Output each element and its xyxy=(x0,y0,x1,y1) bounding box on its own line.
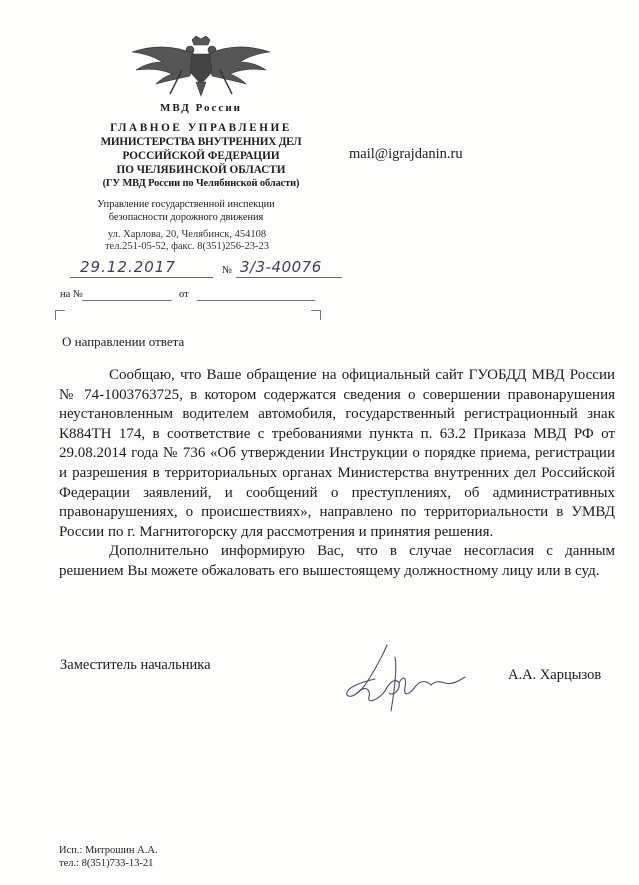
outgoing-reference xyxy=(70,258,342,280)
ot-blank-line xyxy=(197,300,315,301)
incoming-reference xyxy=(60,287,320,303)
date-underline xyxy=(70,277,213,278)
letter-subject: О направлении ответа xyxy=(62,334,185,349)
signatory-title: Заместитель начальника xyxy=(60,657,211,673)
main-dept-short: (ГУ МВД России по Челябинской области) xyxy=(102,178,300,189)
executor-block xyxy=(59,844,158,870)
sub-dept-line2: безопасности дорожного движения xyxy=(108,212,264,223)
number-underline xyxy=(236,277,342,278)
main-department-header xyxy=(60,121,342,191)
body-paragraph-2: Дополнительно информирую Вас, что в случае несогласия с данным решением Вы можете обжаловать его вышестоящему должностному лицу или в суд. xyxy=(59,543,615,579)
main-dept-line1: ГЛАВНОЕ УПРАВЛЕНИЕ xyxy=(110,122,292,134)
sub-department-header xyxy=(86,198,286,224)
subject-corner-left xyxy=(55,310,65,320)
main-dept-line3: РОССИЙСКОЙ ФЕДЕРАЦИИ xyxy=(122,150,280,162)
body-paragraph-1: Сообщаю, что Ваше обращение на официальный сайт ГУОБДД МВД России № 74-1003763725, в котором содержатся сведения о совершении правонарушения неустановленным водителем автомобиля, государственный регистрационный знак К884ТН 174, в соответствие с требованиями пункта п. 63.2 Приказа МВД РФ от 29.08.2014 года № 736 «Об утверждении Инструкции о порядке приема, регистрации и разрешения в территориальных органах Министерства внутренних дел Российской Федерации заявлений, и сообщений о преступлениях, об административных правонарушениях, о происшествиях», направлено по территориальности в УМВД России по г. Магнитогорску для рассмотрения и принятия решения. xyxy=(59,367,615,540)
executor-phone: тел.: 8(351)733-13-21 xyxy=(59,858,154,869)
letter-body xyxy=(59,366,615,582)
contact-block xyxy=(82,229,292,253)
eagle-emblem-icon xyxy=(126,36,276,100)
main-dept-line4: ПО ЧЕЛЯБИНСКОЙ ОБЛАСТИ xyxy=(116,164,286,176)
na-label: на № xyxy=(60,289,83,300)
handwritten-date: 29.12.2017 xyxy=(80,258,176,276)
na-blank-line xyxy=(82,300,172,301)
main-dept-line2: МИНИСТЕРСТВА ВНУТРЕННИХ ДЕЛ xyxy=(100,136,302,148)
ot-label: от xyxy=(179,289,189,300)
phones: тел.251-05-52, факс. 8(351)256-23-23 xyxy=(104,241,270,252)
sub-dept-line1: Управление государственной инспекции xyxy=(97,199,275,210)
number-label: № xyxy=(222,265,233,276)
signatory-name: А.А. Харцызов xyxy=(508,667,602,683)
executor-name: Исп.: Митрошин А.А. xyxy=(59,845,158,856)
address: ул. Харлова, 20, Челябинск, 454108 xyxy=(107,229,267,240)
handwritten-signature-icon xyxy=(335,637,485,722)
ministry-name: МВД России xyxy=(159,102,242,114)
handwritten-number: 3/3-40076 xyxy=(240,258,322,276)
subject-corner-right xyxy=(311,310,321,320)
recipient-email: mail@igrajdanin.ru xyxy=(349,146,463,162)
